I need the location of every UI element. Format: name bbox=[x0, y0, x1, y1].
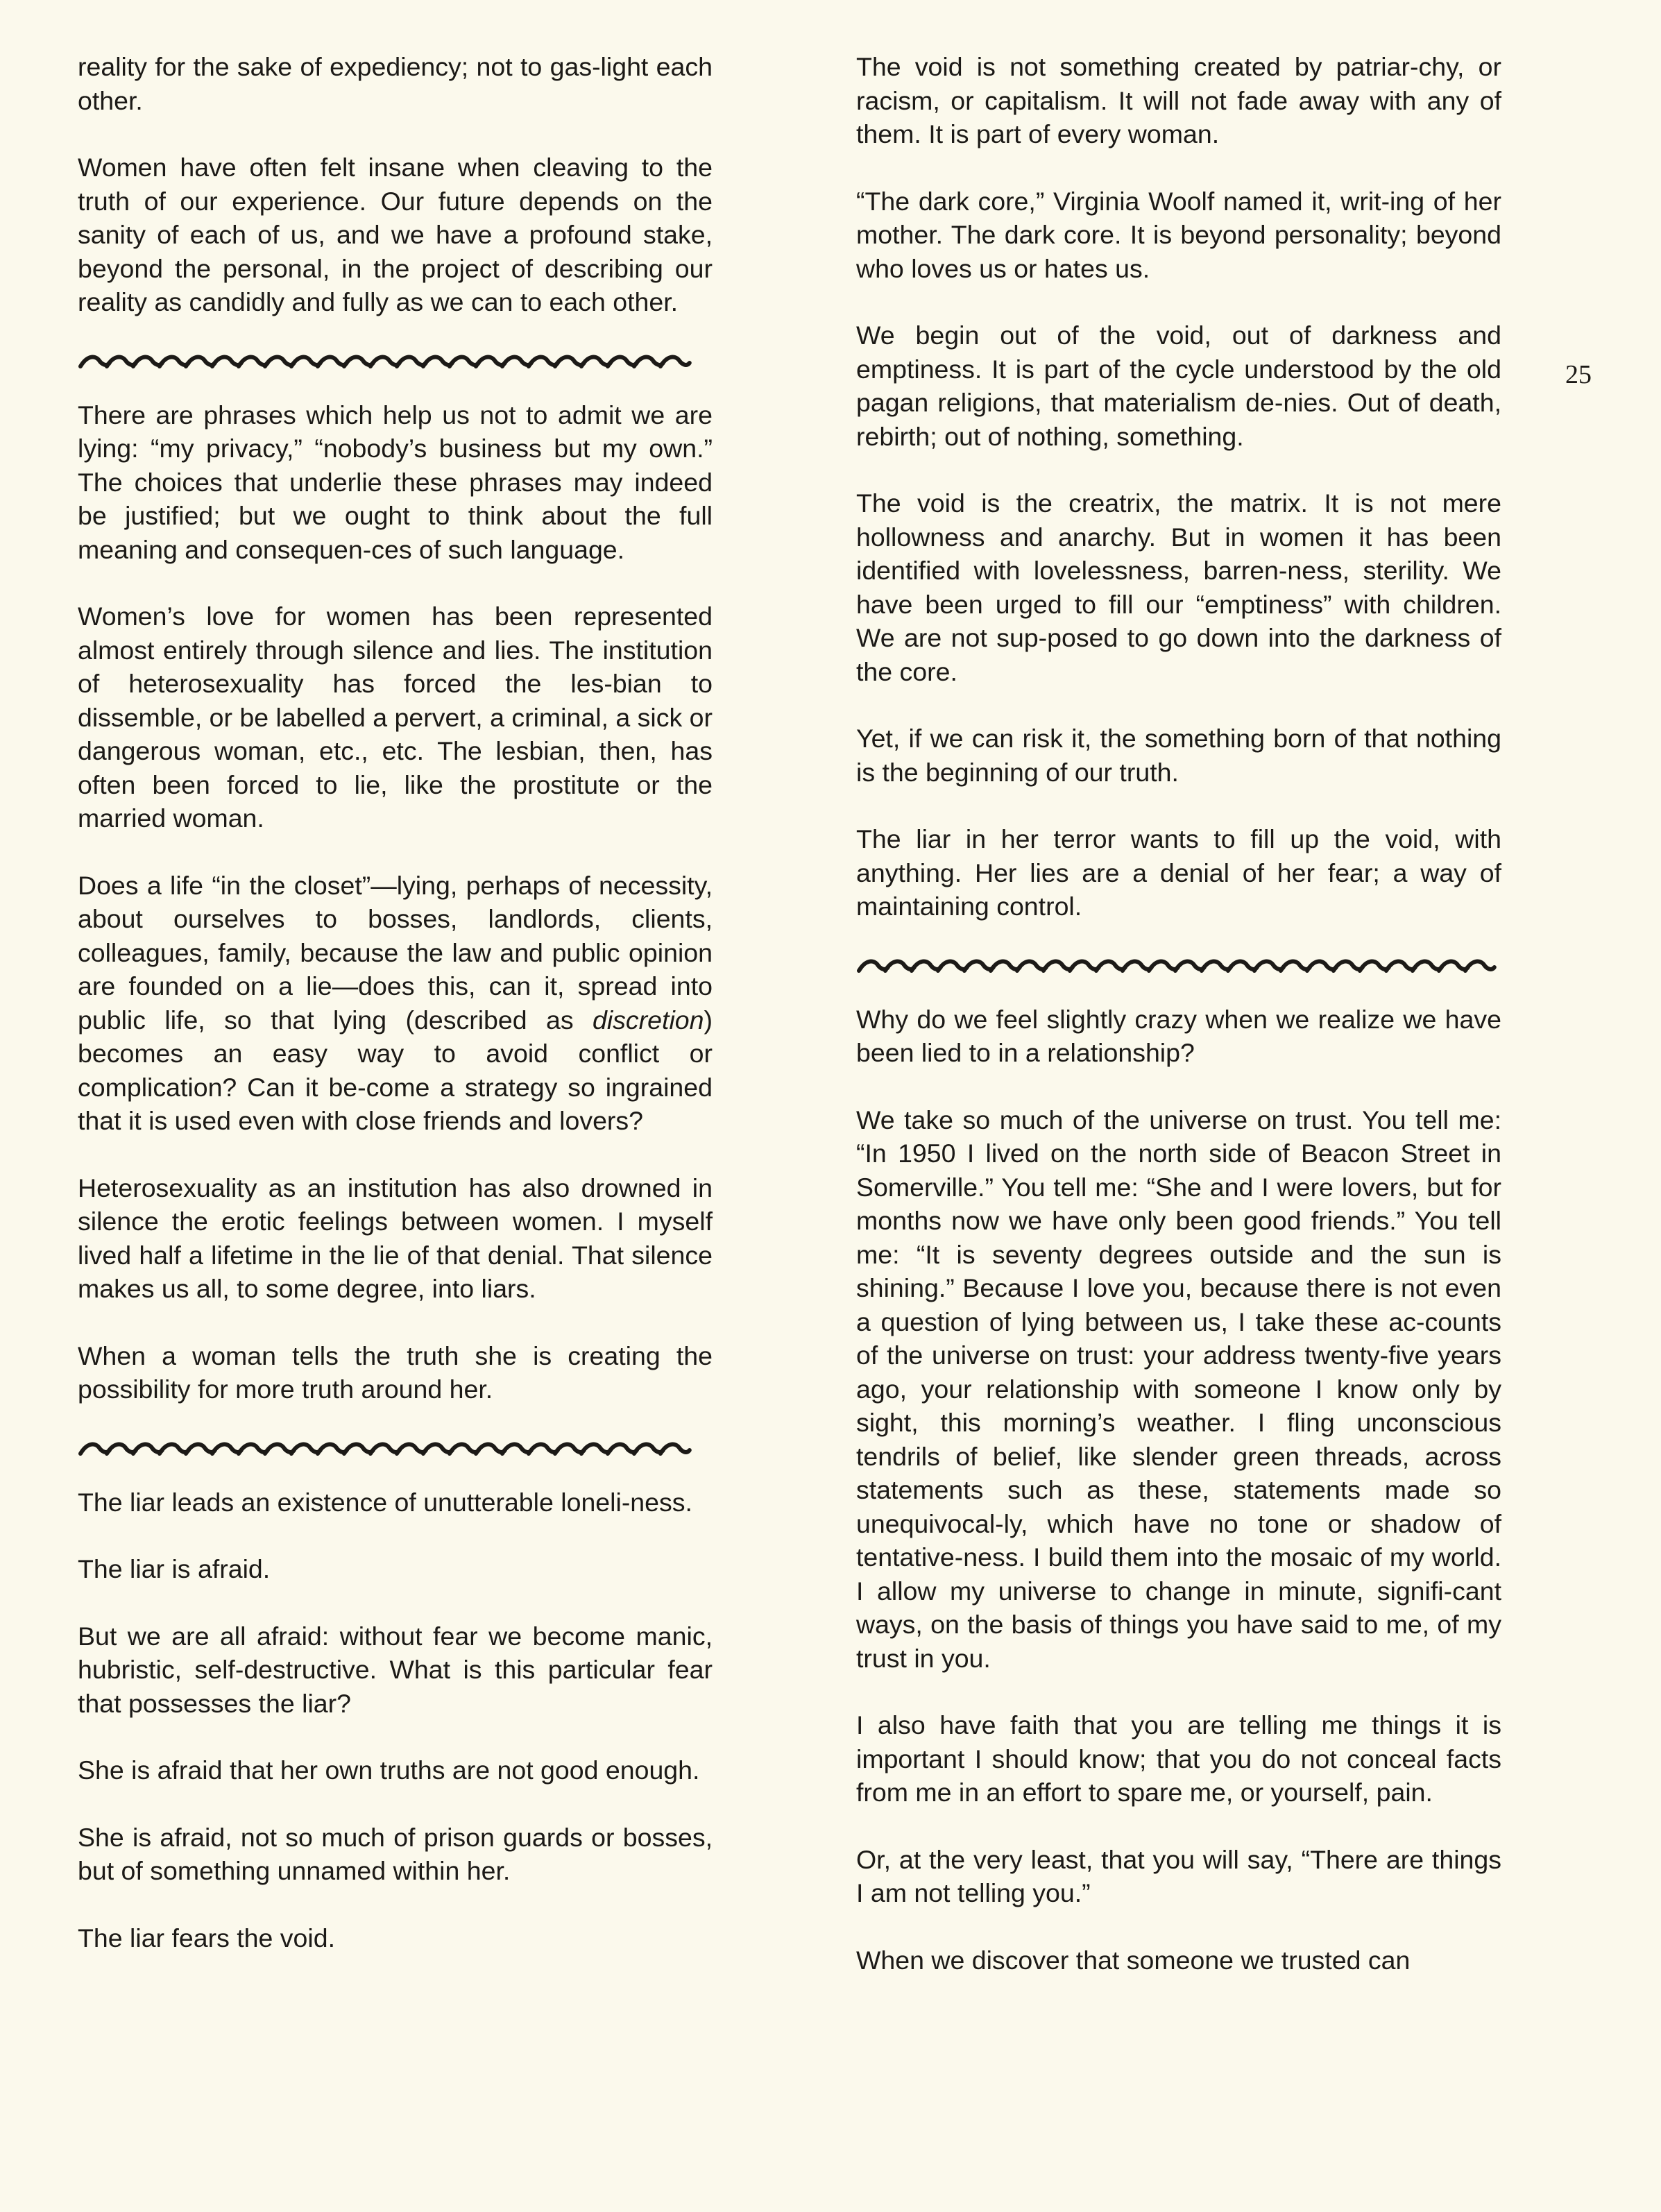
rope-twist bbox=[239, 357, 268, 366]
rope-twist bbox=[608, 357, 637, 366]
paragraph: I also have faith that you are telling me things it is important I should know; that you do not conceal facts from me in an effort to spare me, or yourself, pain. bbox=[856, 1710, 1501, 1807]
rope-twist bbox=[1096, 961, 1125, 970]
rope-twist bbox=[581, 357, 611, 366]
rope-twist bbox=[1254, 961, 1284, 970]
rope-twist bbox=[581, 1444, 611, 1453]
rope-twist bbox=[529, 357, 558, 366]
paragraph: We take so much of the universe on trust. You tell me: “In 1950 I lived on the north side of Beacon Street in Somerville.” You tell me: “She and I were lovers, but for months now we have only been good friends.” You tell me: “It is seventy degrees outside and the sun is shining.” Because I love you, because there is not even a question of lying between us, I take these ac-counts of the universe on trust: your address twenty-five years ago, your relationship with someone I know only by sight, this morning’s weather. I fling unconscious tendrils of belief, like slender green threads, across statements such as these, statements made so unequivocal-ly, which have no tone or shadow of tentative-ness. I build them into the mosaic of my world. I allow my universe to change in minute, signifi-cant ways, on the basis of things you have said to me, of my trust in you. bbox=[856, 1105, 1501, 1673]
rope-divider-icon bbox=[78, 352, 713, 371]
paragraph: Heterosexuality as an institution has also drowned in silence the erotic feelings between women. I myself lived half a lifetime in the lie of that denial. That silence makes us all, to some degree, into liars. bbox=[78, 1173, 713, 1303]
rope-twist bbox=[318, 357, 347, 366]
rope-twist bbox=[265, 1444, 294, 1453]
rope-twist bbox=[1386, 961, 1415, 970]
rope-twist bbox=[80, 357, 110, 366]
paragraph: But we are all afraid: without fear we become manic, hubristic, self-destructive. What is this particular fear that possesses the liar? bbox=[78, 1621, 713, 1718]
paragraph: There are phrases which help us not to admit we are lying: “my privacy,” “nobody’s business but my own.” The choices that underlie these phrases may indeed be justified; but we ought to think about the full meaning and consequen-ces of such language. bbox=[78, 400, 713, 564]
rope-twist bbox=[1413, 961, 1442, 970]
rope-twist bbox=[450, 357, 479, 366]
right-column bbox=[856, 50, 1501, 1977]
rope-twist bbox=[1123, 961, 1152, 970]
rope-twist bbox=[291, 357, 321, 366]
paragraph: She is afraid that her own truths are not good enough. bbox=[78, 1755, 700, 1785]
rope-twist bbox=[370, 1444, 400, 1453]
rope-twist bbox=[318, 1444, 347, 1453]
rope-twist bbox=[186, 1444, 215, 1453]
paragraph: The void is the creatrix, the matrix. It is not mere hollowness and anarchy. But in women it has been identified with lovelessness, barren-ness, sterility. We have been urged to fill our “emptiness” with children. We are not sup-posed to go down into the darkness of the core. bbox=[856, 488, 1501, 686]
rope-twist bbox=[423, 1444, 452, 1453]
rope-twist bbox=[265, 357, 294, 366]
rope-twist bbox=[133, 357, 162, 366]
rope-twist bbox=[1465, 961, 1494, 970]
rope-divider-icon bbox=[78, 1440, 713, 1458]
paragraph: The void is not something created by patriar-chy, or racism, or capitalism. It will not fade away with any of them. It is part of every woman. bbox=[856, 52, 1501, 148]
rope-twist bbox=[1307, 961, 1336, 970]
rope-twist bbox=[634, 357, 663, 366]
paragraph: “The dark core,” Virginia Woolf named it, writ-ing of her mother. The dark core. It is beyond personality; beyond who loves us or hates us. bbox=[856, 186, 1501, 283]
rope-twist bbox=[80, 1444, 110, 1453]
rope-twist bbox=[1334, 961, 1363, 970]
rope-twist bbox=[344, 357, 373, 366]
rope-twist bbox=[133, 1444, 162, 1453]
rope-twist bbox=[344, 1444, 373, 1453]
rope-twist bbox=[938, 961, 967, 970]
rope-twist bbox=[1202, 961, 1231, 970]
rope-twist bbox=[608, 1444, 637, 1453]
rope-twist bbox=[555, 357, 584, 366]
page-number: 25 bbox=[1565, 360, 1592, 389]
italic-word: discretion bbox=[593, 1005, 704, 1035]
rope-twist bbox=[450, 1444, 479, 1453]
rope-twist bbox=[885, 961, 914, 970]
rope-twist bbox=[107, 357, 136, 366]
rope-twist bbox=[1228, 961, 1257, 970]
paragraph: She is afraid, not so much of prison guards or bosses, but of something unnamed within her. bbox=[78, 1822, 713, 1885]
rope-twist bbox=[555, 1444, 584, 1453]
rope-twist bbox=[502, 1444, 531, 1453]
paragraph: We begin out of the void, out of darkness and emptiness. It is part of the cycle understood by the old pagan religions, that materialism de-nies. Out of death, rebirth; out of nothing, something. bbox=[856, 321, 1501, 451]
rope-twist bbox=[964, 961, 994, 970]
rope-twist bbox=[1017, 961, 1046, 970]
rope-twist bbox=[912, 961, 941, 970]
rope-twist bbox=[397, 1444, 426, 1453]
rope-twist bbox=[661, 357, 690, 366]
left-column bbox=[78, 50, 713, 1955]
paragraph: Women have often felt insane when cleaving to the truth of our experience. Our future depends on the sanity of each of us, and we have a profound stake, beyond the personal, in the project of describing our reality as candidly and fully as we can to each other. bbox=[78, 153, 713, 316]
rope-twist bbox=[423, 357, 452, 366]
rope-twist bbox=[661, 1444, 690, 1453]
paragraph-text: ) becomes an easy way to avoid conflict or complication? Can it be-come a strategy so ingrained that it is used even with close friends and lovers? bbox=[78, 1005, 713, 1135]
rope-twist bbox=[1070, 961, 1099, 970]
rope-twist bbox=[859, 961, 888, 970]
rope-twist bbox=[291, 1444, 321, 1453]
paragraph: reality for the sake of expediency; not to gas-light each other. bbox=[78, 52, 713, 115]
rope-twist bbox=[1175, 961, 1204, 970]
paragraph: The liar in her terror wants to fill up the void, with anything. Her lies are a denial of her fear; a way of maintaining control. bbox=[856, 824, 1501, 921]
paragraph: Yet, if we can risk it, the something born of that nothing is the beginning of our truth. bbox=[856, 724, 1501, 787]
rope-twist bbox=[107, 1444, 136, 1453]
paragraph bbox=[78, 869, 713, 1138]
paragraph: The liar leads an existence of unutterable loneli-ness. bbox=[78, 1487, 692, 1517]
rope-twist bbox=[212, 1444, 241, 1453]
rope-twist bbox=[1281, 961, 1310, 970]
rope-twist bbox=[476, 1444, 505, 1453]
rope-twist bbox=[476, 357, 505, 366]
rope-twist bbox=[1044, 961, 1073, 970]
rope-twist bbox=[186, 357, 215, 366]
paragraph-text: Does a life “in the closet”—lying, perhaps of necessity, about ourselves to bosses, landlords, clients, colleagues, family, because the law and public opinion are founded on a lie—does this, can it, spread into public life, so that lying (described as bbox=[78, 870, 713, 1035]
rope-twist bbox=[1360, 961, 1389, 970]
rope-twist bbox=[239, 1444, 268, 1453]
paragraph: When we discover that someone we trusted can bbox=[856, 1945, 1411, 1975]
rope-twist bbox=[160, 357, 189, 366]
paragraph: The liar fears the void. bbox=[78, 1923, 336, 1952]
paragraph: Or, at the very least, that you will say, “There are things I am not telling you.” bbox=[856, 1844, 1501, 1907]
rope-twist bbox=[634, 1444, 663, 1453]
paragraph: When a woman tells the truth she is creating the possibility for more truth around her. bbox=[78, 1341, 713, 1404]
rope-twist bbox=[991, 961, 1020, 970]
paragraph: The liar is afraid. bbox=[78, 1554, 271, 1583]
rope-twist bbox=[397, 357, 426, 366]
rope-twist bbox=[502, 357, 531, 366]
paragraph: Women’s love for women has been represented almost entirely through silence and lies. The institution of heterosexuality has forced the les-bian to dissemble, or be labelled a pervert, a criminal, a sick or dangerous woman, etc., etc. The lesbian, then, has often been forced to lie, like the prostitute or the married woman. bbox=[78, 602, 713, 833]
rope-divider-icon bbox=[856, 957, 1501, 975]
rope-twist bbox=[370, 357, 400, 366]
paragraph: Why do we feel slightly crazy when we realize we have been lied to in a relationship? bbox=[856, 1004, 1501, 1067]
rope-twist bbox=[1149, 961, 1178, 970]
rope-twist bbox=[529, 1444, 558, 1453]
rope-twist bbox=[212, 357, 241, 366]
rope-twist bbox=[1439, 961, 1468, 970]
rope-twist bbox=[160, 1444, 189, 1453]
